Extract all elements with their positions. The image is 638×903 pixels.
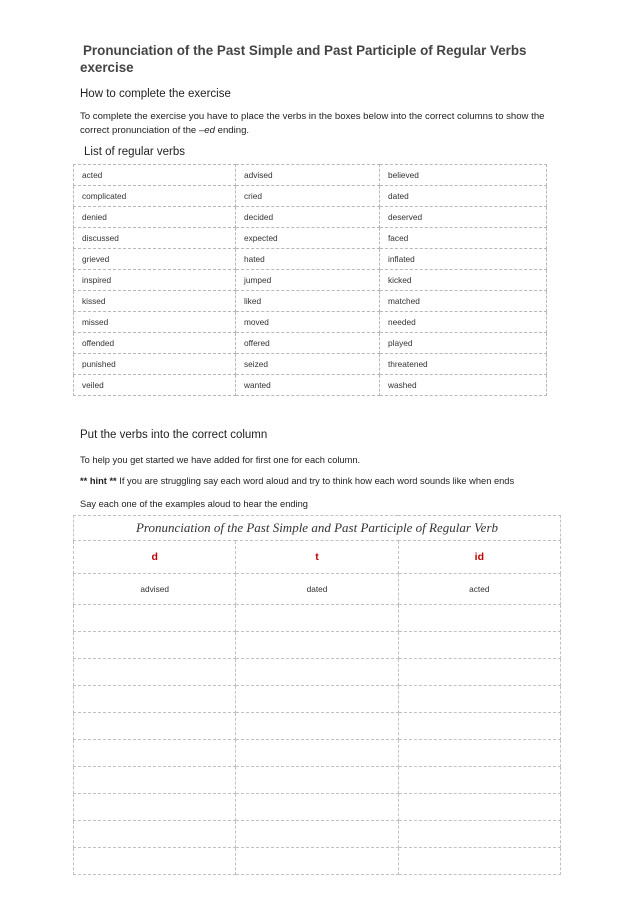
answer-blank-row — [74, 713, 561, 740]
verb-cell: offered — [236, 333, 380, 354]
answer-blank-cell — [74, 686, 236, 713]
answer-blank-cell — [236, 659, 398, 686]
example-id: acted — [398, 574, 560, 605]
answer-blank-cell — [236, 740, 398, 767]
answer-blank-cell — [236, 632, 398, 659]
answer-blank-cell — [74, 848, 236, 875]
answer-blank-cell — [74, 713, 236, 740]
answer-blank-cell — [236, 794, 398, 821]
verb-row — [74, 165, 547, 186]
answer-blank-cell — [398, 686, 560, 713]
verb-cell: complicated — [74, 186, 236, 207]
verb-cell: grieved — [74, 249, 236, 270]
answer-blank-cell — [398, 794, 560, 821]
answer-table — [73, 515, 561, 875]
verb-cell: kicked — [380, 270, 547, 291]
answer-blank-row — [74, 686, 561, 713]
say-aloud-text: Say each one of the examples aloud to hear the ending — [80, 499, 308, 509]
verb-cell: washed — [380, 375, 547, 396]
verb-cell: inflated — [380, 249, 547, 270]
verb-cell: threatened — [380, 354, 547, 375]
verb-cell: dated — [380, 186, 547, 207]
verb-cell: offended — [74, 333, 236, 354]
answer-blank-cell — [398, 605, 560, 632]
verb-row — [74, 312, 547, 333]
answer-blank-row — [74, 740, 561, 767]
answer-blank-cell — [398, 848, 560, 875]
example-t: dated — [236, 574, 398, 605]
verb-cell: acted — [74, 165, 236, 186]
answer-blank-cell — [236, 848, 398, 875]
answer-blank-row — [74, 794, 561, 821]
verb-cell: inspired — [74, 270, 236, 291]
verb-cell: advised — [236, 165, 380, 186]
verb-row — [74, 186, 547, 207]
answer-blank-cell — [74, 659, 236, 686]
hint-marker: ** hint ** — [80, 476, 117, 486]
verb-list-table — [73, 164, 547, 396]
answer-blank-row — [74, 767, 561, 794]
verb-cell: wanted — [236, 375, 380, 396]
answer-blank-cell — [398, 740, 560, 767]
page-title — [80, 42, 560, 76]
verb-cell: liked — [236, 291, 380, 312]
help-text: To help you get started we have added for first one for each column. — [80, 455, 361, 465]
instructions-paragraph — [80, 110, 560, 138]
answer-blank-cell — [74, 605, 236, 632]
answer-example-row — [74, 574, 561, 605]
answer-blank-cell — [236, 713, 398, 740]
answer-blank-cell — [74, 821, 236, 848]
verb-cell: deserved — [380, 207, 547, 228]
answer-blank-cell — [236, 767, 398, 794]
answer-blank-row — [74, 821, 561, 848]
answer-caption: Pronunciation of the Past Simple and Past Participle of Regular Verb — [74, 516, 561, 541]
verb-cell: needed — [380, 312, 547, 333]
verb-cell: hated — [236, 249, 380, 270]
column-header-d: d — [74, 541, 236, 574]
verb-cell: kissed — [74, 291, 236, 312]
verb-cell: jumped — [236, 270, 380, 291]
answer-blank-cell — [398, 767, 560, 794]
column-header-t: t — [236, 541, 398, 574]
column-header-id: id — [398, 541, 560, 574]
answer-blank-row — [74, 605, 561, 632]
answer-blank-cell — [74, 632, 236, 659]
verb-row — [74, 228, 547, 249]
verb-cell: veiled — [74, 375, 236, 396]
verb-cell: missed — [74, 312, 236, 333]
verb-row — [74, 375, 547, 396]
verb-cell: matched — [380, 291, 547, 312]
answer-blank-row — [74, 848, 561, 875]
answer-blank-cell — [74, 740, 236, 767]
verb-cell: played — [380, 333, 547, 354]
answer-blank-cell — [398, 713, 560, 740]
verb-list-body — [74, 165, 547, 396]
verb-cell: expected — [236, 228, 380, 249]
how-to-heading: How to complete the exercise — [80, 88, 231, 100]
answer-blank-row — [74, 632, 561, 659]
title-line-2: exercise — [80, 60, 134, 75]
answer-caption-row — [74, 516, 561, 541]
verb-row — [74, 270, 547, 291]
verb-cell: faced — [380, 228, 547, 249]
ed-ending: –ed — [198, 125, 215, 136]
verb-row — [74, 207, 547, 228]
verb-row — [74, 354, 547, 375]
answer-blank-cell — [236, 605, 398, 632]
verb-cell: punished — [74, 354, 236, 375]
verb-cell: moved — [236, 312, 380, 333]
answer-blank-cell — [398, 659, 560, 686]
answer-blank-cell — [74, 794, 236, 821]
verb-cell: decided — [236, 207, 380, 228]
verb-cell: seized — [236, 354, 380, 375]
answer-blank-cell — [236, 821, 398, 848]
answer-blank-cell — [398, 821, 560, 848]
verb-row — [74, 291, 547, 312]
verb-cell: cried — [236, 186, 380, 207]
answer-blank-row — [74, 659, 561, 686]
answer-table-body — [74, 516, 561, 875]
answer-header-row — [74, 541, 561, 574]
verb-list-heading: List of regular verbs — [84, 146, 185, 158]
title-line-1: Pronunciation of the Past Simple and Past Participle of Regular Verbs — [83, 43, 527, 58]
answer-blank-cell — [74, 767, 236, 794]
instructions-text: To complete the exercise you have to place the verbs in the boxes below into the correct columns to show the correct pronunciation of the — [80, 111, 545, 136]
verb-row — [74, 333, 547, 354]
instructions-text-end: ending. — [214, 125, 250, 136]
hint-text: If you are struggling say each word aloud and try to think how each word sounds like when ends — [116, 476, 515, 486]
verb-cell: discussed — [74, 228, 236, 249]
example-d: advised — [74, 574, 236, 605]
verb-row — [74, 249, 547, 270]
hint-line — [80, 476, 514, 486]
answer-blank-cell — [236, 686, 398, 713]
answer-blank-cell — [398, 632, 560, 659]
verb-cell: denied — [74, 207, 236, 228]
verb-cell: believed — [380, 165, 547, 186]
put-verbs-heading: Put the verbs into the correct column — [80, 429, 268, 441]
